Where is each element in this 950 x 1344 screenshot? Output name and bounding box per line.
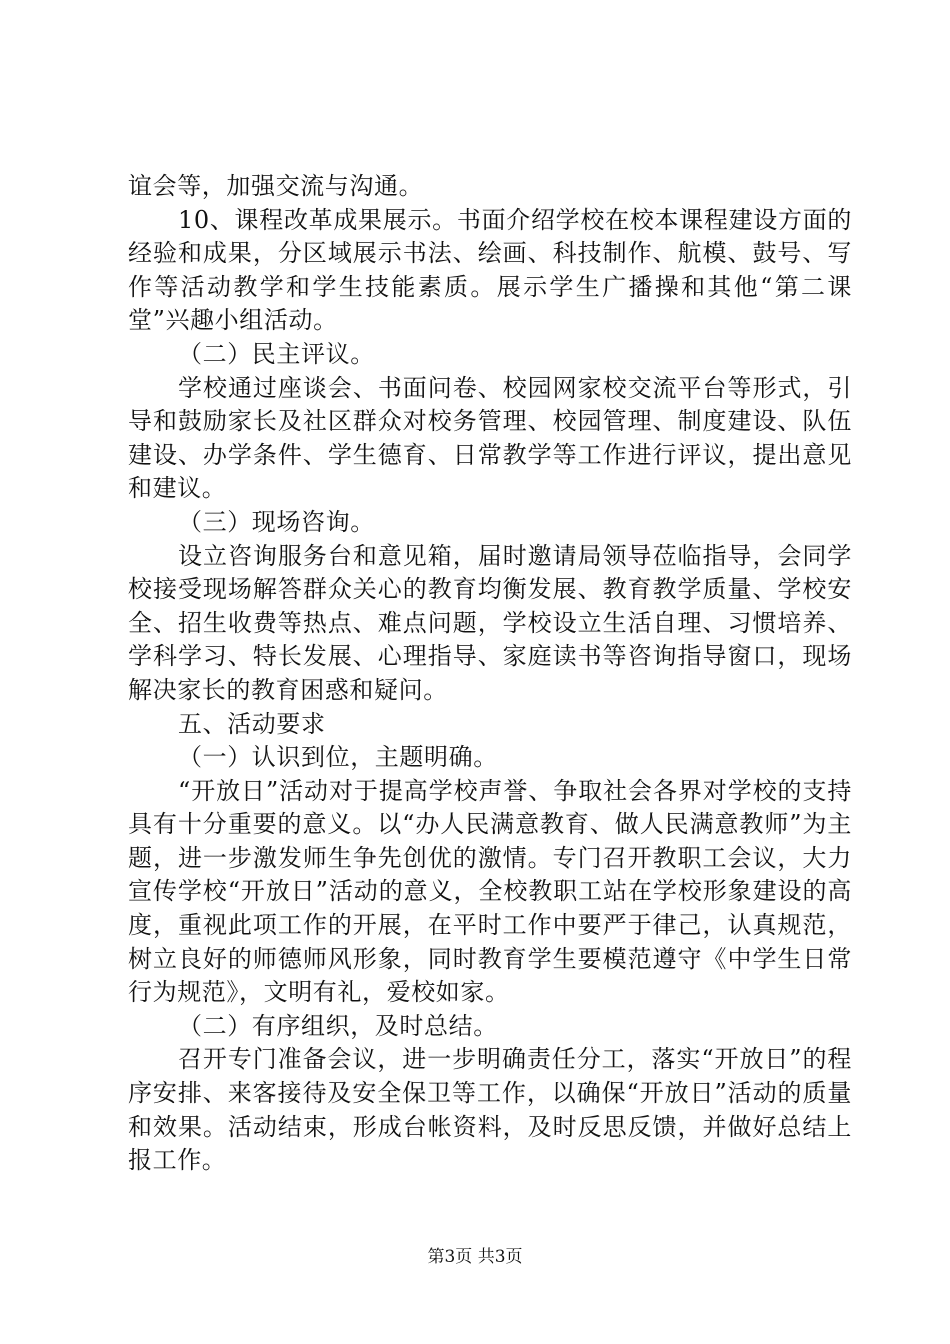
section-heading-activity-requirements: 五、活动要求 <box>178 709 326 738</box>
paragraph-6: 设立咨询服务台和意见箱，届时邀请局领导莅临指导，会同学校接受现场解答群众关心的教育均衡发展、教育教学质量、学校安全、招生收费等热点、难点问题，学校设立生活自理、习惯培养、学科学习、特长发展、心理指导、家庭读书等咨询指导窗口，现场解决家长的教育困惑和疑问。 <box>128 541 852 704</box>
page-number-footer: 第3页 共3页 <box>427 1247 523 1267</box>
section-heading-awareness: （一）认识到位，主题明确。 <box>178 743 498 772</box>
paragraph-4: 学校通过座谈会、书面问卷、校园网家校交流平台等形式，引导和鼓励家长及社区群众对校务管理、校园管理、制度建设、队伍建设、办学条件、学生德育、日常教学等工作进行评议，提出意见和建议。 <box>128 373 852 503</box>
section-heading-onsite-consultation: （三）现场咨询。 <box>178 507 375 536</box>
section-heading-organization: （二）有序组织，及时总结。 <box>178 1011 498 1040</box>
paragraph-11: 召开专门准备会议，进一步明确责任分工，落实“开放日”的程序安排、来客接待及安全保卫等工作，以确保“开放日”活动的质量和效果。活动结束，形成台帐资料，及时反思反馈，并做好总结上报工作。 <box>128 1045 852 1175</box>
section-heading-democratic-review: （二）民主评议。 <box>178 339 375 368</box>
document-body <box>128 170 852 1178</box>
paragraph-1: 谊会等，加强交流与沟通。 <box>128 172 424 200</box>
paragraph-9: “开放日”活动对于提高学校声誉、争取社会各界对学校的支持具有十分重要的意义。以“办人民满意教育、做人民满意教师”为主题，进一步激发师生争先创优的激情。专门召开教职工会议，大力宣传学校“开放日”活动的意义，全校教职工站在学校形象建设的高度，重视此项工作的开展，在平时工作中要严于律己，认真规范，树立良好的师德师风形象，同时教育学生要模范遵守《中学生日常行为规范》，文明有礼，爱校如家。 <box>128 776 852 1007</box>
paragraph-2: 10、课程改革成果展示。书面介绍学校在校本课程建设方面的经验和成果，分区域展示书法、绘画、科技制作、航模、鼓号、写作等活动教学和学生技能素质。展示学生广播操和其他“第二课堂”兴趣小组活动。 <box>128 205 852 335</box>
